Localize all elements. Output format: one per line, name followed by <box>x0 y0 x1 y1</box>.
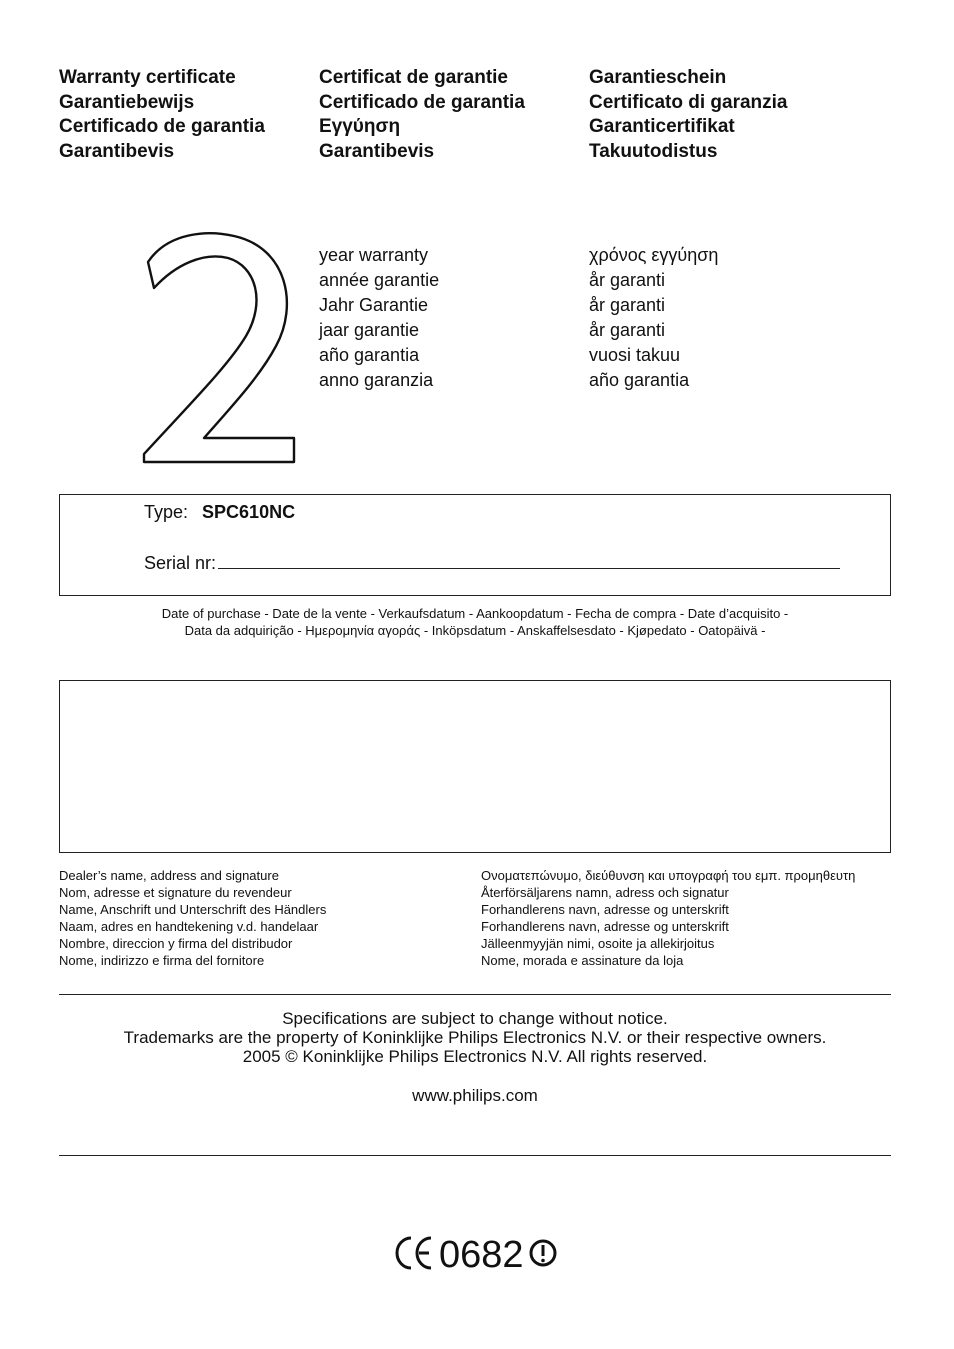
dealer-caption-column-2 <box>481 867 855 969</box>
dealer-caption-line: Dealer’s name, address and signature <box>59 868 279 883</box>
dealer-caption-line: Naam, adres en handtekening v.d. handelaar <box>59 919 319 934</box>
footer-line: 2005 © Koninklijke Philips Electronics N.V. All rights reserved. <box>242 1047 708 1066</box>
warranty-phrase: jaar garantie <box>319 320 420 340</box>
dealer-caption-line: Nom, adresse et signature du revendeur <box>59 885 292 900</box>
warranty-phrase: año garantia <box>589 370 690 390</box>
warranty-phrase: vuosi takuu <box>589 345 681 365</box>
heading-text: Warranty certificate <box>59 67 236 88</box>
warranty-phrases-column-2 <box>589 243 718 393</box>
heading-text: Garantieschein <box>589 67 727 88</box>
caption-line: Date of purchase - Date de la vente - Verkaufsdatum - Aankoopdatum - Fecha de compra - Date d’acquisito - <box>161 606 789 621</box>
heading-text: Certificado de garantia <box>59 116 265 138</box>
warranty-phrase: Jahr Garantie <box>319 295 429 315</box>
warranty-phrase: år garanti <box>589 295 666 315</box>
warranty-phrases-column-1 <box>319 243 439 393</box>
footer-website: www.philips.com <box>412 1086 538 1105</box>
footer-line: Specifications are subject to change without notice. <box>282 1009 668 1028</box>
caption-line: Data da adquirição - Ημερομηνία αγοράς - Inköpsdatum - Anskaffelsesdato - Kjøpedato - Oatopäivä - <box>184 623 766 638</box>
dealer-caption-line: Nome, morada e assinature da loja <box>481 953 684 968</box>
type-label: Type: <box>144 502 189 522</box>
warranty-phrase: year warranty <box>319 245 429 265</box>
footer-line: Trademarks are the property of Koninklijke Philips Electronics N.V. or their respective owners. <box>123 1028 827 1047</box>
heading-column-3 <box>589 66 788 165</box>
heading-text: Takuutodistus <box>589 141 718 163</box>
dealer-caption-column-1 <box>59 867 326 969</box>
dealer-caption-line: Nome, indirizzo e firma del fornitore <box>59 953 265 968</box>
dealer-caption-line: Ονοματεπώνυμο, διεύθυνση και υπογραφή του εμπ. προμηθευτη <box>481 868 856 883</box>
warranty-phrase: anno garanzia <box>319 370 434 390</box>
dealer-caption-line: Nombre, direccion y firma del distribudor <box>59 936 293 951</box>
heading-text: Certificat de garantie <box>319 67 508 88</box>
dealer-caption-line: Forhandlerens navn, adresse og unterskrift <box>481 919 729 934</box>
heading-column-1 <box>59 66 265 165</box>
heading-text: Garantibevis <box>319 141 435 163</box>
heading-column-2 <box>319 66 525 165</box>
class-2-alert-icon <box>531 1241 555 1265</box>
warranty-phrase: χρόνος εγγύηση <box>589 245 719 265</box>
warranty-phrase: år garanti <box>589 270 666 290</box>
dealer-caption-line: Forhandlerens navn, adresse og unterskrift <box>481 902 729 917</box>
footer-top-divider <box>59 994 891 995</box>
footer-notice <box>60 1009 890 1066</box>
dealer-caption-line: Jälleenmyyjän nimi, osoite ja allekirjoitus <box>481 936 715 951</box>
dealer-caption-line: Name, Anschrift und Unterschrift des Händlers <box>59 902 327 917</box>
heading-text: Εγγύηση <box>319 116 401 138</box>
warranty-phrase: año garantia <box>319 345 420 365</box>
warranty-years-numeral <box>138 226 304 468</box>
warranty-phrase: année garantie <box>319 270 440 290</box>
warranty-phrase: år garanti <box>589 320 666 340</box>
heading-text: Garantiebewijs <box>59 91 195 113</box>
heading-text: Garantibevis <box>59 141 175 163</box>
heading-text: Certificado de garantia <box>319 91 525 113</box>
serial-label: Serial nr: <box>144 553 217 573</box>
type-row <box>144 502 295 523</box>
ce-logo-icon <box>397 1238 431 1268</box>
heading-text: Garanticertifikat <box>589 116 735 138</box>
notified-body-number: 0682 <box>439 1234 524 1276</box>
type-value: SPC610NC <box>202 502 296 522</box>
serial-row <box>144 552 840 574</box>
dealer-caption-line: Återförsäljarens namn, adress och signatur <box>481 885 729 900</box>
footer-bottom-divider <box>59 1155 891 1156</box>
heading-text: Certificato di garanzia <box>589 91 788 113</box>
purchase-date-caption <box>60 605 890 639</box>
dealer-stamp-box[interactable] <box>59 680 891 853</box>
ce-certification-mark <box>393 1232 561 1276</box>
serial-number-field[interactable] <box>218 552 840 569</box>
